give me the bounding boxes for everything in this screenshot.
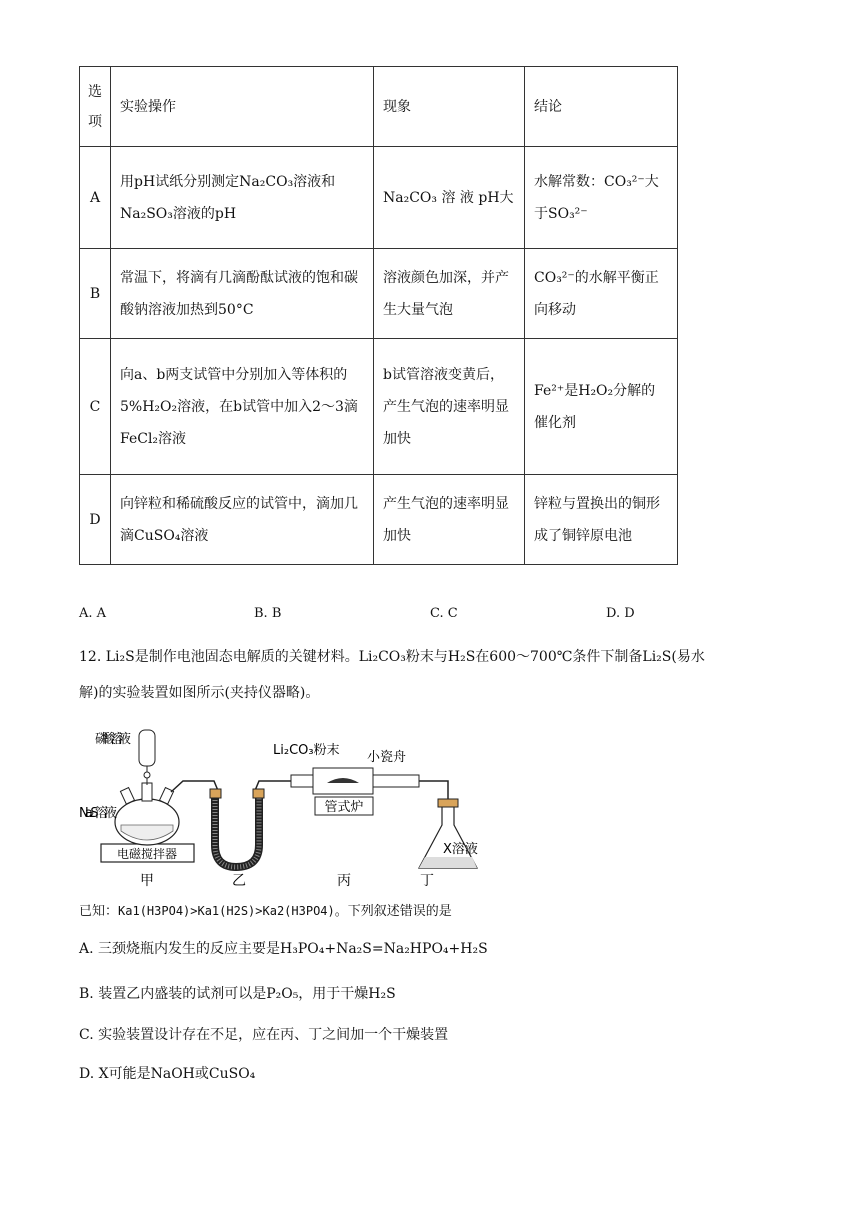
table-header-row xyxy=(80,67,678,147)
row-operation: 常温下，将滴有几滴酚酞试液的饱和碳酸钠溶液加热到50°C xyxy=(111,249,374,339)
known-prefix: 已知： xyxy=(79,904,119,919)
row-operation: 向a、b两支试管中分别加入等体积的5%H₂O₂溶液，在b试管中加入2～3滴FeCl₂溶液 xyxy=(111,339,374,475)
row-option: B xyxy=(80,249,111,339)
header-phenomenon: 现象 xyxy=(374,67,525,147)
table-row xyxy=(80,249,678,339)
label-x-solution: X溶液 xyxy=(443,842,478,857)
choice-d: D. D xyxy=(606,606,635,621)
header-option: 选项 xyxy=(80,67,111,147)
experiment-table xyxy=(79,66,678,565)
known-formula: Ka1(H3PO4)>Ka1(H2S)>Ka2(H3PO4) xyxy=(118,904,335,918)
row-conclusion: 水解常数：CO₃²⁻大于SO₃²⁻ xyxy=(525,147,678,249)
row-conclusion: Fe²⁺是H₂O₂分解的催化剂 xyxy=(525,339,678,475)
row-operation: 向锌粒和稀硫酸反应的试管中，滴加几滴CuSO₄溶液 xyxy=(111,475,374,565)
row-option: A xyxy=(80,147,111,249)
label-ding: 丁 xyxy=(420,873,434,889)
row-conclusion: 锌粒与置换出的铜形成了铜锌原电池 xyxy=(525,475,678,565)
label-boat: 小瓷舟 xyxy=(367,750,407,765)
label-bing: 丙 xyxy=(337,873,351,889)
header-operation: 实验操作 xyxy=(111,67,374,147)
choice-b: B. B xyxy=(254,606,282,621)
row-phenomenon: 产生气泡的速率明显加快 xyxy=(374,475,525,565)
known-condition xyxy=(79,900,452,919)
label-li2co3: Li₂CO₃粉末 xyxy=(273,743,340,758)
row-option: D xyxy=(80,475,111,565)
row-conclusion: CO₃²⁻的水解平衡正向移动 xyxy=(525,249,678,339)
label-na2s: Na₂S溶液 xyxy=(79,806,117,821)
label-jia: 甲 xyxy=(140,873,154,889)
question-12-line2: 解)的实验装置如图所示(夹持仪器略)。 xyxy=(79,685,320,701)
table-row xyxy=(80,147,678,249)
known-suffix: 。下列叙述错误的是 xyxy=(334,904,452,919)
answer-b: B. 装置乙内盛装的试剂可以是P₂O₅，用于干燥H₂S xyxy=(79,986,396,1002)
row-operation: 用pH试纸分别测定Na₂CO₃溶液和Na₂SO₃溶液的pH xyxy=(111,147,374,249)
choice-a: A. A xyxy=(79,606,107,621)
answer-d: D. X可能是NaOH或CuSO₄ xyxy=(79,1066,256,1082)
answer-a: A. 三颈烧瓶内发生的反应主要是H₃PO₄+Na₂S=Na₂HPO₄+H₂S xyxy=(79,941,488,957)
label-stirrer: 电磁搅拌器 xyxy=(116,847,178,861)
choice-c: C. C xyxy=(430,606,458,621)
table-row xyxy=(80,339,678,475)
row-option: C xyxy=(80,339,111,475)
row-phenomenon: Na₂CO₃ 溶 液 pH大 xyxy=(374,147,525,249)
header-conclusion: 结论 xyxy=(525,67,678,147)
question-12-line1: 12. Li₂S是制作电池固态电解质的关键材料。Li₂CO₃粉末与H₂S在600～700℃条件下制备Li₂S(易水 xyxy=(79,649,705,665)
label-furnace: 管式炉 xyxy=(324,800,364,815)
row-phenomenon: 溶液颜色加深，并产生大量气泡 xyxy=(374,249,525,339)
label-yi: 乙 xyxy=(232,873,246,889)
table-row xyxy=(80,475,678,565)
answer-c: C. 实验装置设计存在不足，应在丙、丁之间加一个干燥装置 xyxy=(79,1027,449,1043)
row-phenomenon: b试管溶液变黄后，产生气泡的速率明显加快 xyxy=(374,339,525,475)
label-acid: 磷酸溶液 xyxy=(95,732,131,747)
apparatus-figure xyxy=(79,725,489,893)
